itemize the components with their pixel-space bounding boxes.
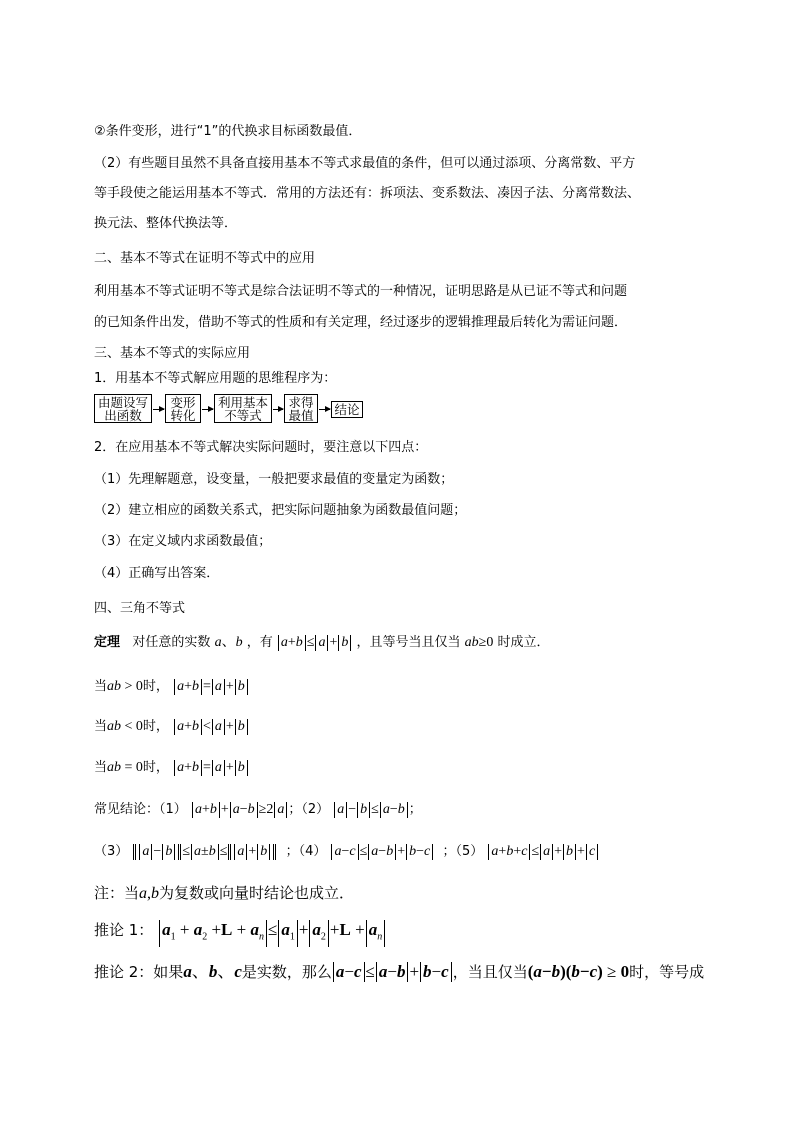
note-prefix: 注：当 — [94, 884, 140, 902]
case-negative-shi: 时， — [142, 719, 169, 734]
text-line-2: （2）有些题目虽然不具备直接用基本不等式求最值的条件，但可以通过添项、分离常数、平方 — [94, 156, 636, 171]
flow-arrow-1 — [153, 409, 164, 410]
theorem-vars: a、b — [214, 635, 243, 650]
case-negative-formula: a+b < a + b — [173, 719, 249, 734]
flow-box-4-line-2: 最值 — [288, 408, 314, 423]
step-1-text: 1．用基本不等式解应用题的思维程序为： — [94, 371, 337, 386]
corollary-2-vars: a、b、c — [183, 962, 242, 981]
case-zero-condition: ab = 0 — [107, 760, 143, 775]
flow-box-1-line-2: 出函数 — [104, 408, 142, 423]
point-4-text: （4）正确写出答案． — [94, 566, 220, 581]
case-positive-formula: a+b = a + b — [173, 679, 249, 694]
common-conclusions-1 — [94, 798, 422, 818]
conclusion-1-label: （1） — [159, 802, 187, 817]
flow-box-1 — [94, 394, 152, 423]
conclusion-5-formula: a+b+c ≤ a + b + c — [487, 844, 599, 859]
corollary-2-text-1: 推论 2：如果 — [94, 963, 184, 981]
section-heading-2: 二、基本不等式在证明不等式中的应用 — [94, 251, 316, 266]
theorem-condition: ab≥0 — [464, 635, 494, 650]
theorem-text-2: ，有 — [246, 635, 273, 650]
corollary-2-text-3: ，当且仅当 — [452, 963, 528, 981]
conclusion-2-end: ； — [408, 802, 422, 817]
theorem-text-3: ，且等号当且仅当 — [356, 635, 461, 650]
case-positive-when: 当 — [94, 679, 108, 694]
flow-box-2-line-2: 转化 — [170, 408, 196, 423]
corollary-2-condition: (a−b)(b−c) ≥ 0 — [527, 962, 630, 981]
case-zero-when: 当 — [94, 760, 108, 775]
point-1-text: （1）先理解题意，设变量，一般把要求最值的变量定为函数； — [94, 472, 454, 487]
flowchart — [94, 393, 394, 425]
flow-box-4 — [284, 394, 318, 423]
flow-box-2-line-1: 变形 — [170, 395, 196, 410]
corollary-2-text-2: 是实数，那么 — [241, 963, 332, 981]
note-vars: a,b — [139, 885, 160, 902]
case-zero — [94, 756, 249, 776]
case-positive-shi: 时， — [142, 679, 169, 694]
section-heading-3: 三、基本不等式的实际应用 — [94, 346, 251, 361]
section-heading-4: 四、三角不等式 — [94, 601, 186, 616]
conclusion-5-label: ；（5） — [442, 844, 484, 859]
theorem-inequality: a+b ≤ a + b — [277, 635, 353, 650]
case-positive-condition: ab > 0 — [107, 679, 143, 694]
step-2-text: 2．在应用基本不等式解决实际问题时，要注意以下四点： — [94, 440, 428, 455]
text-line-1: ②条件变形，进行“1”的代换求目标函数最值． — [94, 124, 362, 139]
note-line — [94, 882, 354, 903]
conclusion-2-formula: a − b ≤ a−b — [333, 802, 409, 817]
theorem-text-4: 时成立． — [497, 635, 550, 650]
theorem-line — [94, 631, 550, 651]
flow-box-4-line-1: 求得 — [288, 395, 314, 410]
case-negative — [94, 715, 249, 735]
text-line-6: 的已知条件出发，借助不等式的性质和有关定理，经过逐步的逻辑推理最后转化为需证问题． — [94, 315, 628, 330]
theorem-text-1: 对任意的实数 — [132, 635, 211, 650]
corollary-2 — [94, 957, 704, 982]
flow-box-3-line-2: 不等式 — [224, 408, 262, 423]
flow-arrow-3 — [273, 409, 283, 410]
flow-box-3-line-1: 利用基本 — [217, 395, 268, 410]
flow-box-1-line-1: 由题设写 — [97, 395, 148, 410]
corollary-2-text-4: 时，等号成 — [629, 963, 705, 981]
case-zero-shi: 时， — [142, 760, 169, 775]
corollary-1 — [94, 919, 386, 947]
text-line-4: 换元法、整体代换法等． — [94, 216, 238, 231]
conclusion-3-formula: a − b ≤ a±b ≤ a + b — [132, 844, 277, 859]
flow-arrow-2 — [202, 409, 213, 410]
case-positive — [94, 675, 249, 695]
conclusion-4-formula: a−c ≤ a−b + b−c — [330, 844, 434, 859]
case-negative-when: 当 — [94, 719, 108, 734]
common-conclusions-2 — [94, 840, 599, 860]
conclusion-2-label: ；（2） — [288, 802, 330, 817]
conclusion-3-label: （3） — [94, 844, 129, 859]
point-3-text: （3）在定义域内求函数最值； — [94, 534, 272, 549]
flow-box-2 — [165, 394, 201, 423]
corollary-2-formula: a−c ≤ a−b + b−c — [332, 962, 453, 981]
flow-arrow-4 — [319, 409, 330, 410]
flow-box-3 — [214, 394, 272, 423]
corollary-1-formula: $a_1 + a_2 +L + a_n \le a_1 + a_2 +L + a_n$ — [158, 920, 386, 939]
text-line-3: 等手段使之能运用基本不等式．常用的方法还有：拆项法、变系数法、凑因子法、分离常数法、 — [94, 186, 641, 201]
case-zero-formula: a+b = a + b — [173, 760, 249, 775]
conclusion-4-label: ；（4） — [285, 844, 327, 859]
corollary-1-label: 推论 1： — [94, 921, 154, 939]
point-2-text: （2）建立相应的函数关系式，把实际问题抽象为函数最值问题； — [94, 503, 467, 518]
conclusion-1-formula: a+b + a−b ≥2 a — [191, 802, 288, 817]
theorem-label: 定理 — [94, 635, 121, 650]
note-suffix: 为复数或向量时结论也成立． — [159, 884, 355, 902]
text-line-5: 利用基本不等式证明不等式是综合法证明不等式的一种情况，证明思路是从已证不等式和问题 — [94, 284, 628, 299]
case-negative-condition: ab < 0 — [107, 719, 143, 734]
flow-box-5: 结论 — [331, 401, 363, 418]
common-label: 常见结论： — [94, 802, 160, 817]
